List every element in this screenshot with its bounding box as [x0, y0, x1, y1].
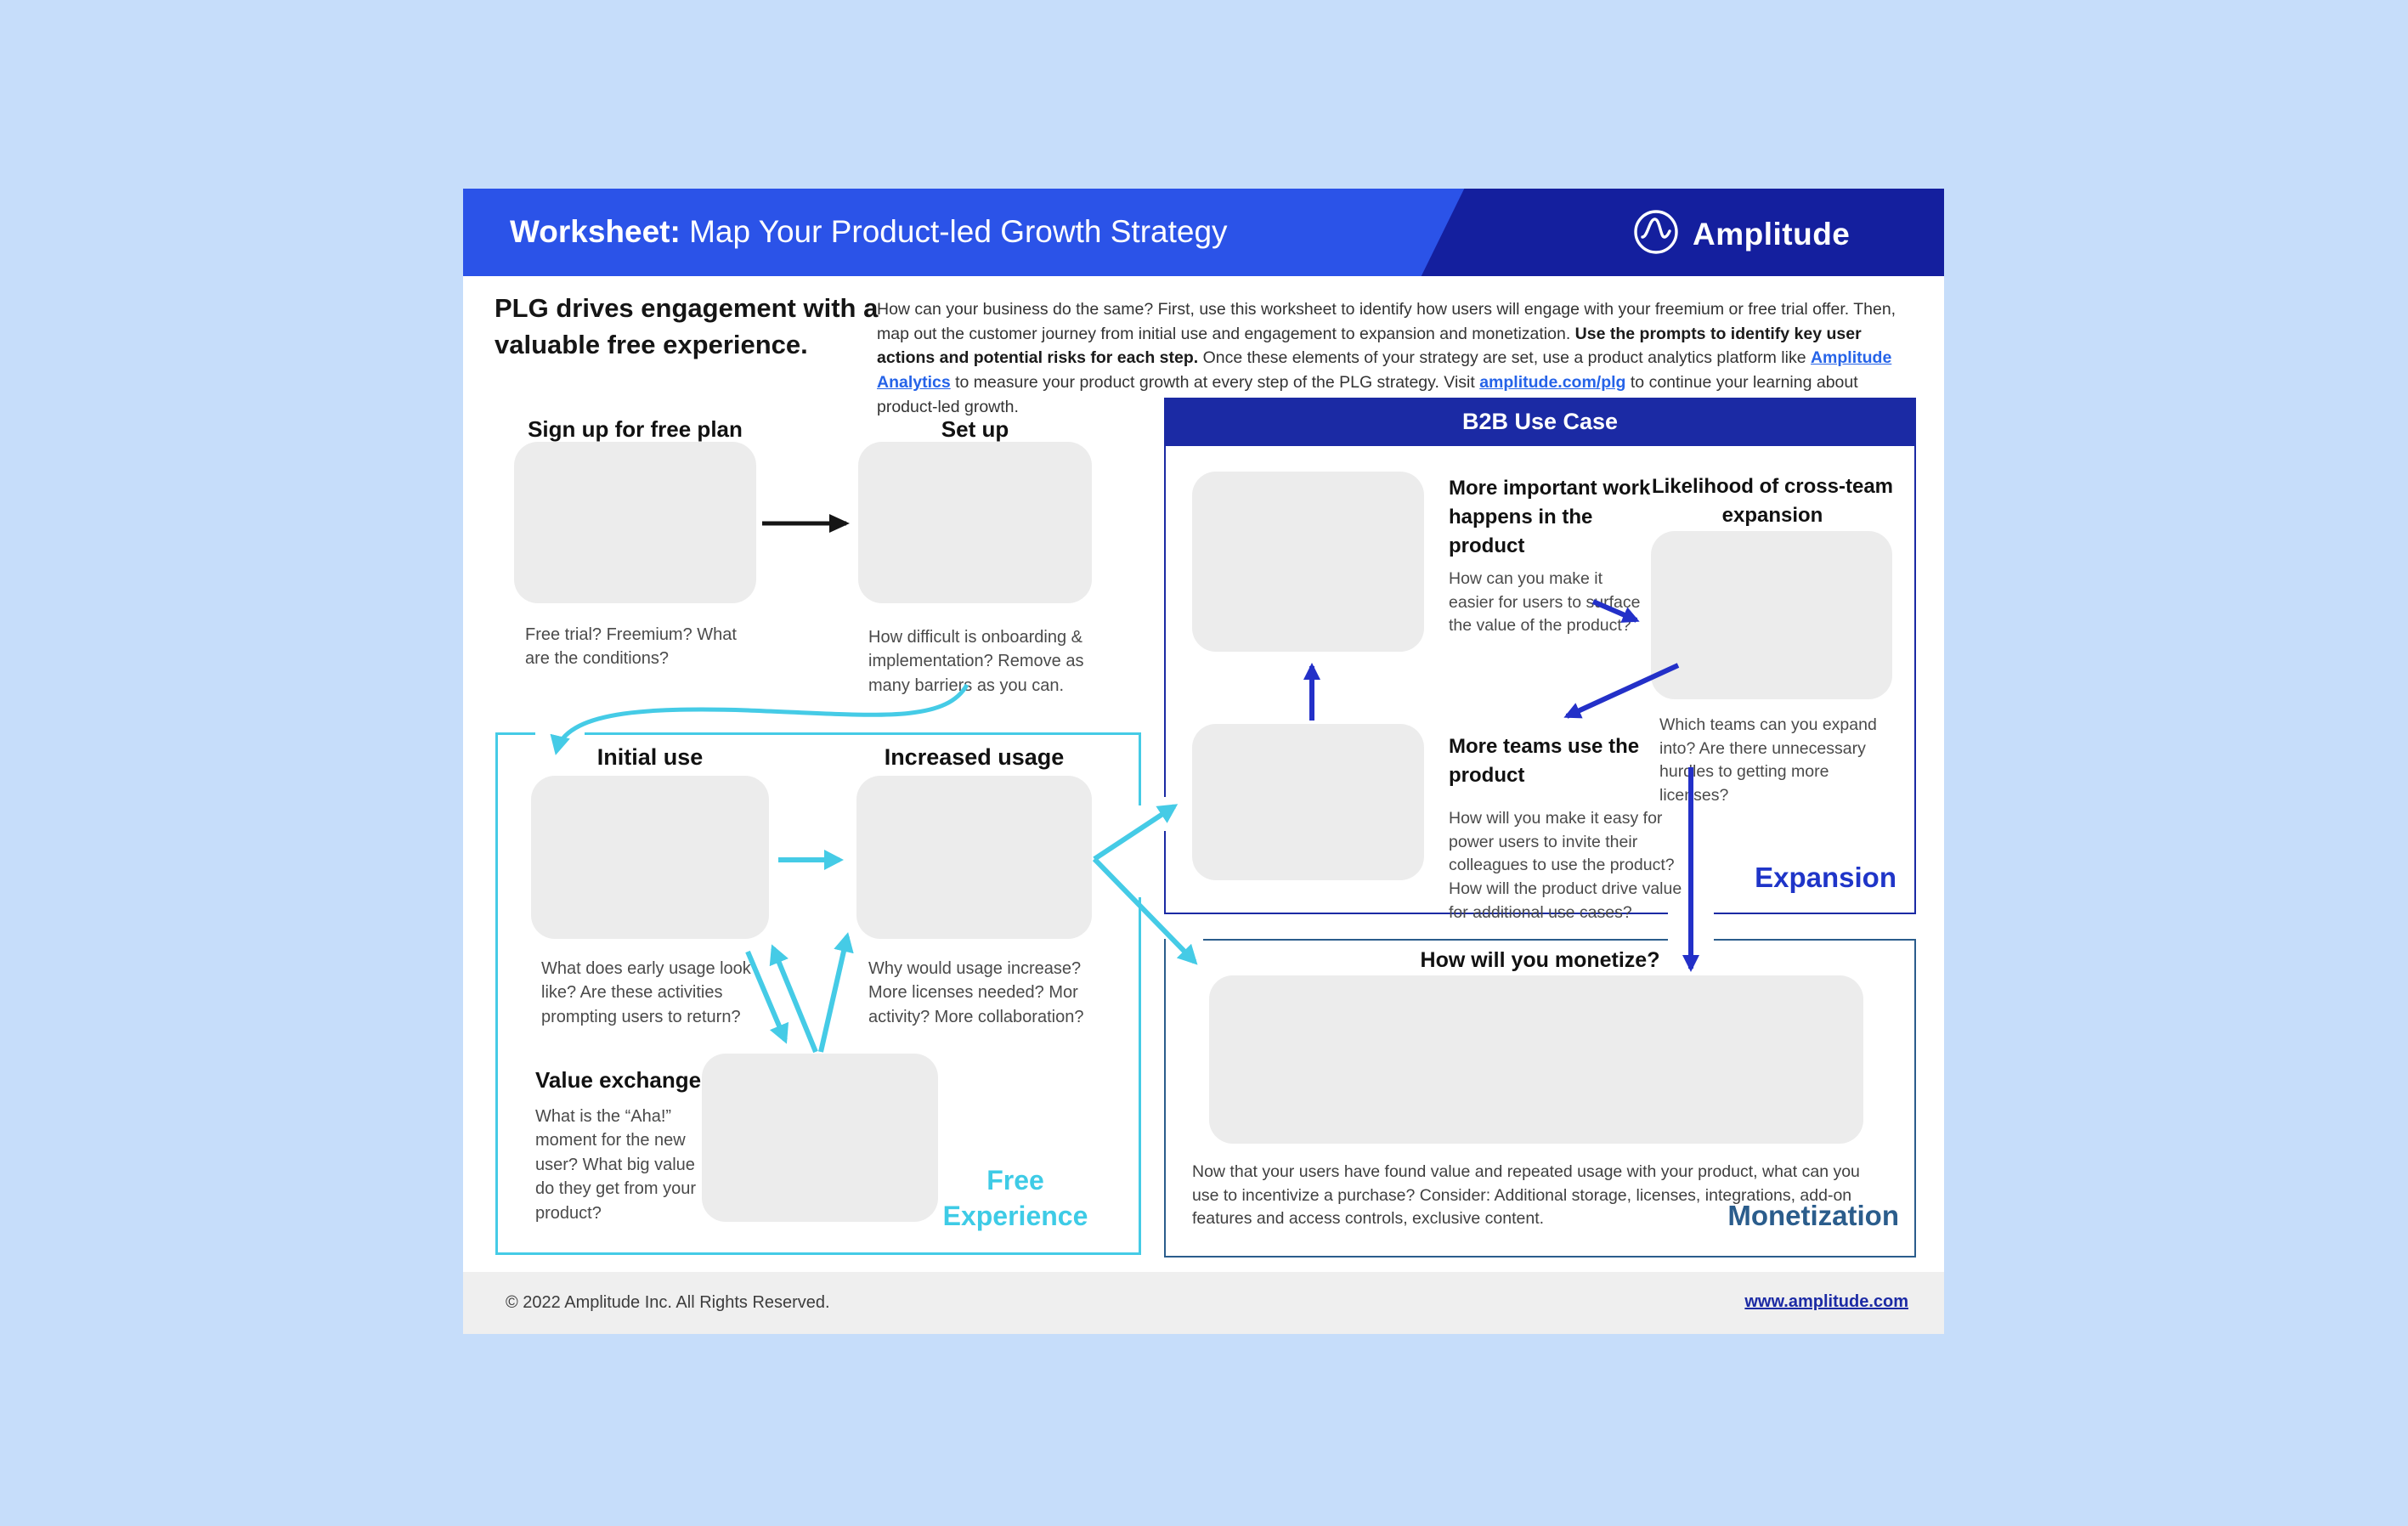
amplitude-pulse-icon [1633, 209, 1679, 259]
setup-caption: How difficult is onboarding & implementation? Remove as many barriers as you can. [868, 628, 1084, 695]
monetization-caption: Now that your users have found value and repeated usage with your product, what can you use to incentivize a purchase? Consider: Additional storage, licenses, integrations, add-on features and access controls, exclusive content. [1192, 1162, 1860, 1229]
page-title-rest: Map Your Product-led Growth Strategy [680, 214, 1228, 249]
amplitude-analytics-link[interactable]: Amplitude Analytics [877, 348, 1892, 392]
increased-usage-title: Increased usage [884, 744, 1065, 770]
value-exchange-fill-box [702, 1054, 938, 1222]
b2b-header [1164, 398, 1916, 446]
more-work-fill-box [1192, 472, 1424, 652]
b2b-header-label: B2B Use Case [1461, 409, 1619, 434]
intro-heading: PLG drives engagement with a valuable free experience. [495, 293, 879, 359]
footer-website-link[interactable]: www.amplitude.com [1744, 1292, 1908, 1311]
more-work-caption: How can you make it easier for users to surface the value of the product? [1449, 569, 1641, 636]
expansion-label: Expansion [1755, 862, 1896, 893]
footer-copyright: © 2022 Amplitude Inc. All Rights Reserved. [506, 1293, 830, 1312]
page-title [510, 214, 1228, 250]
intro-bold: Use the prompts to identify key user actions and potential risks for each step. [877, 324, 1862, 368]
setup-fill-box [858, 442, 1092, 603]
setup-title: Set up [941, 416, 1009, 442]
brand-name: Amplitude [1693, 216, 1851, 252]
signup-fill-box [514, 442, 756, 603]
likelihood-fill-box [1651, 531, 1892, 699]
initial-use-caption: What does early usage look like? Are these activities prompting users to return? [541, 959, 751, 1026]
likelihood-caption: Which teams can you expand into? Are there unnecessary hurdles to getting more licenses? [1659, 715, 1877, 805]
increased-usage-fill-box [856, 776, 1092, 939]
intro-p3: to measure your product growth at every step of the PLG strategy. Visit [950, 372, 1480, 392]
signup-caption: Free trial? Freemium? What are the conditions? [525, 625, 737, 669]
amplitude-logo [1633, 209, 1850, 259]
amplitude-plg-link[interactable]: amplitude.com/plg [1479, 372, 1626, 392]
initial-use-title: Initial use [596, 744, 704, 770]
more-teams-fill-box [1192, 724, 1424, 880]
monetization-label: Monetization [1727, 1200, 1899, 1231]
more-work-title: More important work happens in the product [1449, 477, 1651, 558]
intro-p2: Once these elements of your strategy are set, use a product analytics platform like [1198, 348, 1811, 368]
value-exchange-caption: What is the “Aha!” moment for the new user? What big value do they get from your product? [535, 1107, 696, 1223]
likelihood-title: Likelihood of cross-team expansion [1651, 475, 1894, 528]
monetization-fill-box [1209, 975, 1863, 1144]
free-experience-label: Free Experience [942, 1165, 1088, 1232]
value-exchange-title: Value exchange [535, 1067, 702, 1093]
signup-title: Sign up for free plan [528, 416, 743, 442]
increased-usage-caption: Why would usage increase? More licenses needed? Mor activity? More collaboration? [868, 959, 1084, 1026]
more-teams-title: More teams use the product [1449, 735, 1640, 788]
page-title-bold: Worksheet: [510, 214, 681, 249]
monetize-title: How will you monetize? [1420, 948, 1660, 972]
intro-p4: to continue your learning about product-led growth. [877, 372, 1858, 416]
initial-use-fill-box [531, 776, 769, 939]
more-teams-caption: How will you make it easy for power users to invite their colleagues to use the product? How will the product drive value for additional use cases? [1449, 809, 1682, 922]
intro-p1: How can your business do the same? First, use this worksheet to identify how users will engage with your freemium or free trial offer. Then, map out the customer journey from initial use and engagement to expansion and monetization. [877, 300, 1896, 343]
